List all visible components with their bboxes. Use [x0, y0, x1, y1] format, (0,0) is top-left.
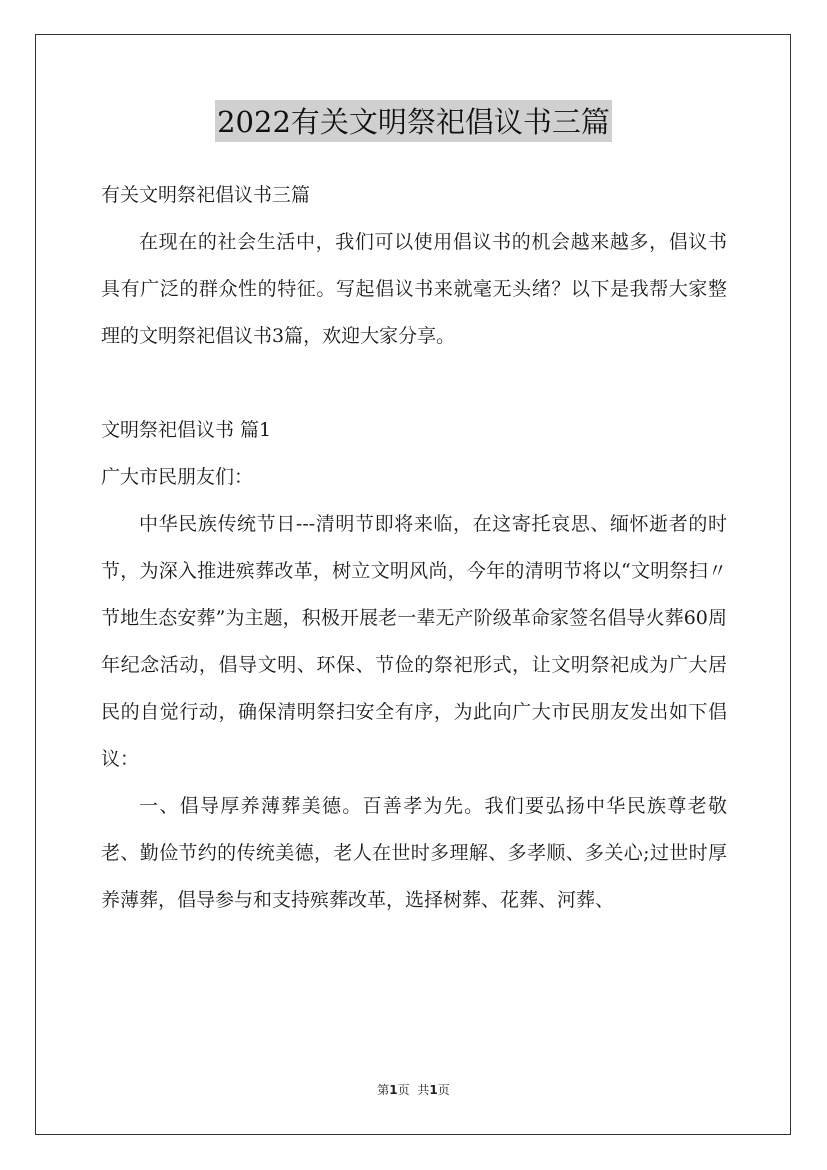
total-prefix: 共	[417, 1083, 430, 1097]
paragraph-gap	[101, 360, 727, 407]
total-suffix: 页	[437, 1083, 450, 1097]
page-suffix: 页	[397, 1083, 410, 1097]
subtitle: 有关文明祭祀倡议书三篇	[101, 184, 311, 206]
page-prefix: 第	[377, 1083, 390, 1097]
salutation: 广大市民朋友们：	[101, 466, 254, 488]
document-title: 2022有关文明祭祀倡议书三篇	[215, 100, 612, 142]
page-footer	[0, 1081, 827, 1098]
document-body	[101, 172, 727, 924]
body-paragraph-2: 一、倡导厚养薄葬美德。百善孝为先。我们要弘扬中华民族尊老敬老、勤俭节约的传统美德，老人在世时多理解、多孝顺、多关心;过世时厚养薄葬，倡导参与和支持殡葬改革，选择树葬、花葬、河葬、	[101, 795, 727, 911]
title-wrap	[0, 100, 827, 142]
intro-paragraph: 在现在的社会生活中，我们可以使用倡议书的机会越来越多，倡议书具有广泛的群众性的特征。写起倡议书来就毫无头绪？以下是我帮大家整理的文明祭祀倡议书3篇，欢迎大家分享。	[101, 231, 727, 347]
total-pages: 1	[429, 1083, 438, 1097]
section-heading: 文明祭祀倡议书 篇1	[101, 419, 272, 441]
page-number: 1	[389, 1083, 398, 1097]
body-paragraph-1: 中华民族传统节日---清明节即将来临，在这寄托哀思、缅怀逝者的时节，为深入推进殡葬改革，树立文明风尚，今年的清明节将以“文明祭扫〃节地生态安葬”为主题，积极开展老一辈无产阶级革命家签名倡导火葬60周年纪念活动，倡导文明、环保、节俭的祭祀形式，让文明祭祀成为广大居民的自觉行动，确保清明祭扫安全有序，为此向广大市民朋友发出如下倡议：	[101, 513, 727, 770]
